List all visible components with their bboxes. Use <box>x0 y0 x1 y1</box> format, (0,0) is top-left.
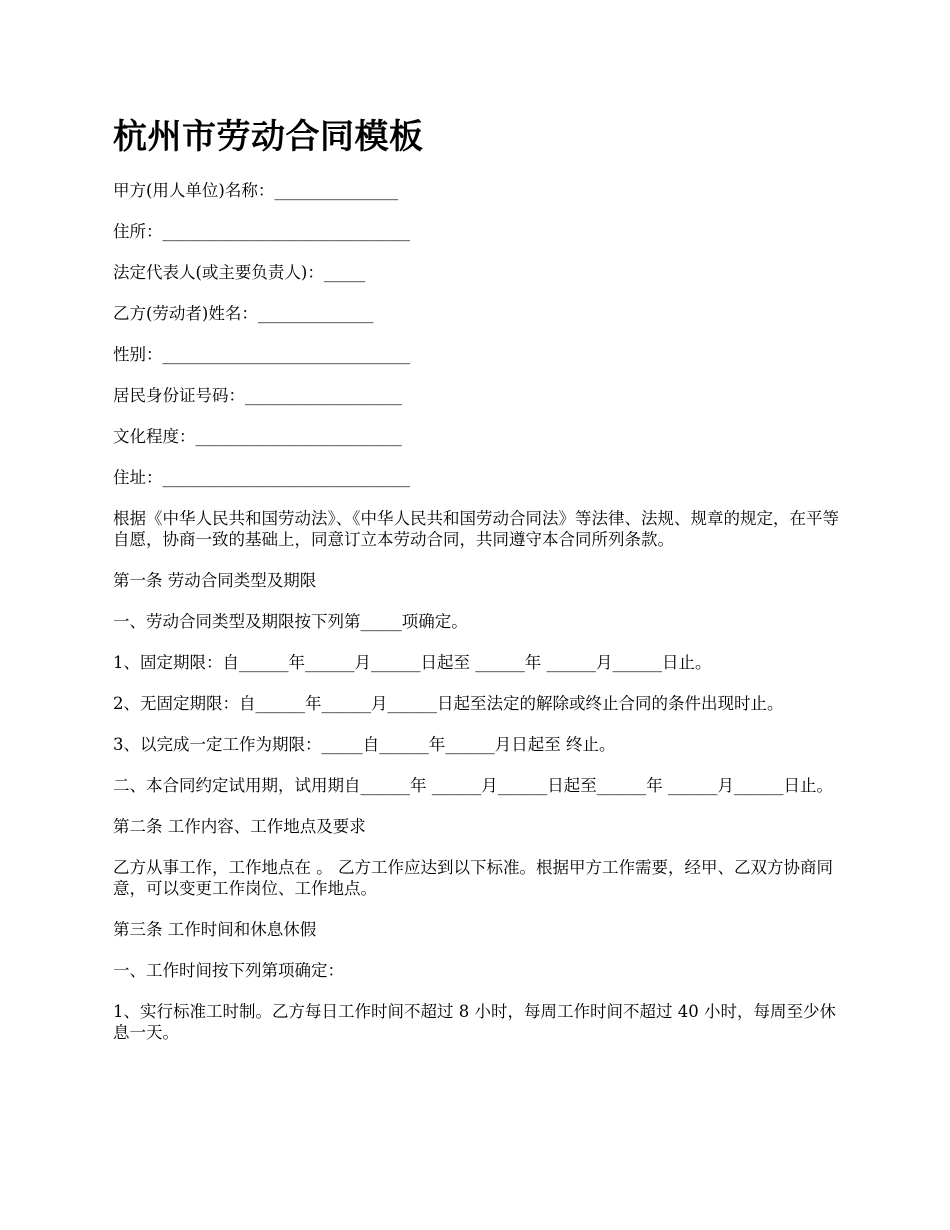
employer-name-field: 甲方(用人单位)名称：_______________ <box>113 181 399 200</box>
probation-clause: 二、本合同约定试用期，试用期自______年 ______月______日起至______年 ______月______日止。 <box>113 776 833 795</box>
open-ended-clause: 2、无固定期限：自______年______月______日起至法定的解除或终止合同的条件出现时止。 <box>113 694 784 713</box>
article-2-body: 乙方从事工作，工作地点在 。 乙方工作应达到以下标准。根据甲方工作需要，经甲、乙双方协商同意，可以变更工作岗位、工作地点。 <box>113 858 833 898</box>
article-2-heading: 第二条 工作内容、工作地点及要求 <box>113 817 366 836</box>
article-3-heading: 第三条 工作时间和休息休假 <box>113 920 317 939</box>
task-term-clause: 3、以完成一定工作为期限：_____自______年______月日起至 终止。 <box>113 735 616 754</box>
gender-field: 性别：______________________________ <box>113 345 410 364</box>
document-page <box>113 112 843 1063</box>
education-field: 文化程度：_________________________ <box>113 427 402 446</box>
document-title: 杭州市劳动合同模板 <box>113 117 424 157</box>
article-1-heading: 第一条 劳动合同类型及期限 <box>113 571 317 590</box>
legal-representative-field: 法定代表人(或主要负责人)：_____ <box>113 263 366 282</box>
article-1-item-1: 一、劳动合同类型及期限按下列第_____项确定。 <box>113 612 468 631</box>
article-3-item-1: 一、工作时间按下列第项确定： <box>113 961 344 980</box>
fixed-term-clause: 1、固定期限：自______年______月______日起至 ______年 ______月______日止。 <box>113 653 712 672</box>
standard-hours-clause: 1、实行标准工时制。乙方每日工作时间不超过 8 小时，每周工作时间不超过 40 小时，每周至少休息一天。 <box>113 1002 836 1042</box>
employee-name-field: 乙方(劳动者)姓名：______________ <box>113 304 374 323</box>
residence-field: 住址：______________________________ <box>113 468 410 487</box>
employer-address-field: 住所：______________________________ <box>113 222 410 241</box>
intro-paragraph: 根据《中华人民共和国劳动法》、《中华人民共和国劳动合同法》等法律、法规、规章的规定，在平等自愿，协商一致的基础上，同意订立本劳动合同，共同遵守本合同所列条款。 <box>113 509 839 549</box>
id-number-field: 居民身份证号码：___________________ <box>113 386 402 405</box>
